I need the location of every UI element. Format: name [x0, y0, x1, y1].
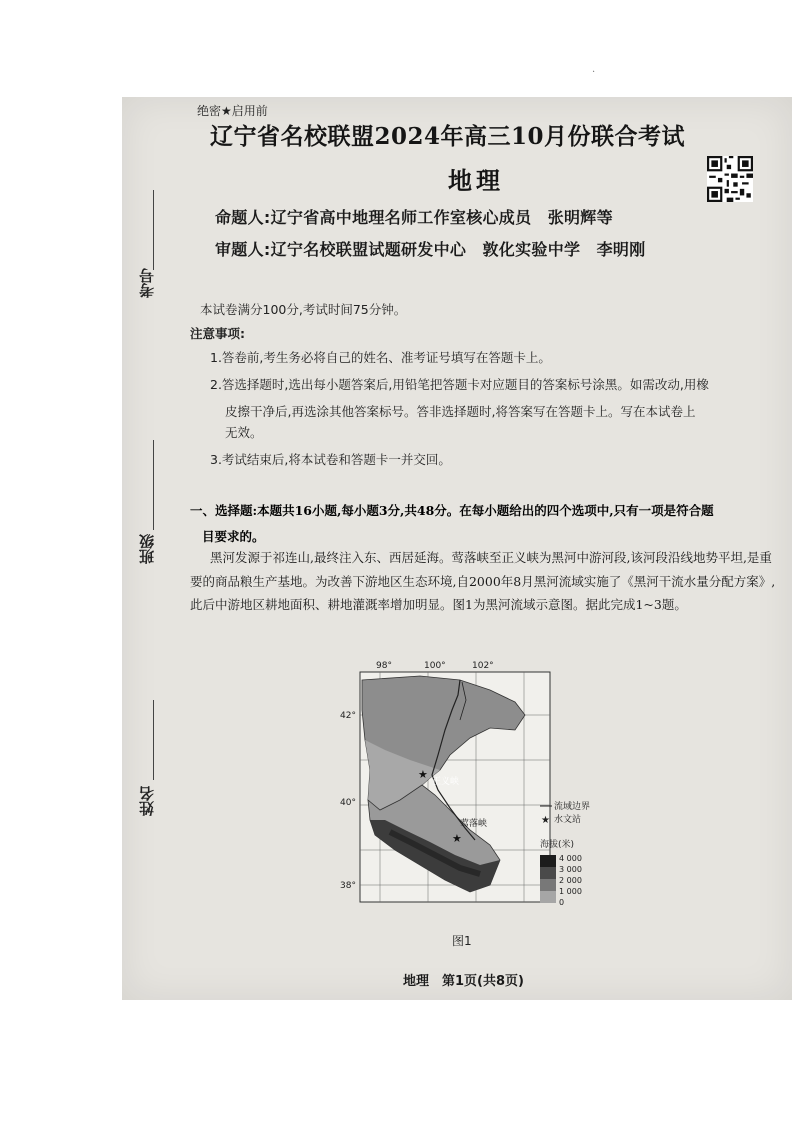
elevation-swatch: [540, 879, 556, 891]
section-heading-line: 一、选择题:本题共16小题,每小题3分,共48分。在每小题给出的四个选项中,只有一项是符合题: [190, 503, 714, 518]
author-line: 命题人:辽宁省高中地理名师工作室核心成员 张明辉等: [215, 208, 613, 227]
scan-speck: .: [592, 64, 596, 75]
legend-elevation-title: 海拔(米): [540, 840, 575, 850]
legend-elevation-value: 4 000: [559, 854, 582, 863]
page-footer: 地理 第1页(共8页): [403, 974, 524, 989]
elevation-swatch: [540, 891, 556, 903]
exam-notice: 本试卷满分100分,考试时间75分钟。: [200, 302, 407, 317]
legend-elevation-value: 3 000: [559, 865, 582, 874]
note-item: 皮擦干净后,再选涂其他答案标号。答非选择题时,将答案写在答题卡上。写在本试卷上: [225, 404, 696, 419]
map-place-label: 莺落峡: [460, 819, 488, 829]
map-place-label: 正义峡: [432, 777, 460, 787]
section-heading-line: 目要求的。: [202, 529, 265, 544]
notes-heading: 注意事项:: [190, 326, 245, 341]
elevation-swatch: [540, 867, 556, 879]
legend-elevation-value: 1 000: [559, 887, 582, 896]
note-item: 2.答选择题时,选出每小题答案后,用铅笔把答题卡对应题目的答案标号涂黑。如需改动,用橡: [210, 377, 709, 392]
lon-label: 100°: [424, 661, 446, 671]
lat-label: 38°: [340, 881, 356, 891]
exam-no-line: [153, 190, 154, 270]
legend-station: 水文站: [554, 815, 582, 825]
figure-caption: 图1: [452, 934, 472, 948]
lat-label: 42°: [340, 711, 356, 721]
elevation-swatch: [540, 855, 556, 867]
name-label: 姓名: [138, 786, 156, 816]
heihe-basin-map: [340, 660, 620, 925]
section-heading: [190, 498, 780, 550]
reviewer-line: 审题人:辽宁名校联盟试题研发中心 敦化实验中学 李明刚: [215, 240, 646, 259]
note-item: 无效。: [225, 425, 263, 440]
lat-label: 40°: [340, 798, 356, 808]
class-label: 班级: [138, 534, 156, 564]
station-icon: ★: [452, 832, 462, 845]
name-line: [153, 700, 154, 780]
note-item: 1.答卷前,考生务必将自己的姓名、准考证号填写在答题卡上。: [210, 350, 551, 365]
legend-boundary: 流域边界: [554, 802, 591, 812]
lon-label: 102°: [472, 661, 494, 671]
lon-label: 98°: [376, 661, 392, 671]
station-icon: ★: [418, 768, 428, 781]
qr-code-icon: [707, 156, 753, 202]
class-line: [153, 440, 154, 530]
question-passage: 黑河发源于祁连山,最终注入东、西居延海。莺落峡至正义峡为黑河中游河段,该河段沿线地势平坦,是重要的商品粮生产基地。为改善下游地区生态环境,自2000年8月黑河流域实施了《黑河干流水量分配方案》,此后中游地区耕地面积、耕地灌溉率增加明显。图1为黑河流域示意图。据此完成1~3题。: [190, 550, 776, 612]
station-legend-icon: ★: [541, 815, 550, 826]
exam-no-label: 考号: [138, 268, 156, 298]
confidential-label: 绝密★启用前: [197, 104, 268, 118]
note-item: 3.考试结束后,将本试卷和答题卡一并交回。: [210, 452, 451, 467]
legend-elevation-value: 0: [559, 898, 565, 907]
exam-title: 辽宁省名校联盟2024年高三10月份联合考试: [210, 123, 686, 150]
subject-title: 地理: [448, 166, 504, 195]
legend-elevation-value: 2 000: [559, 876, 582, 885]
